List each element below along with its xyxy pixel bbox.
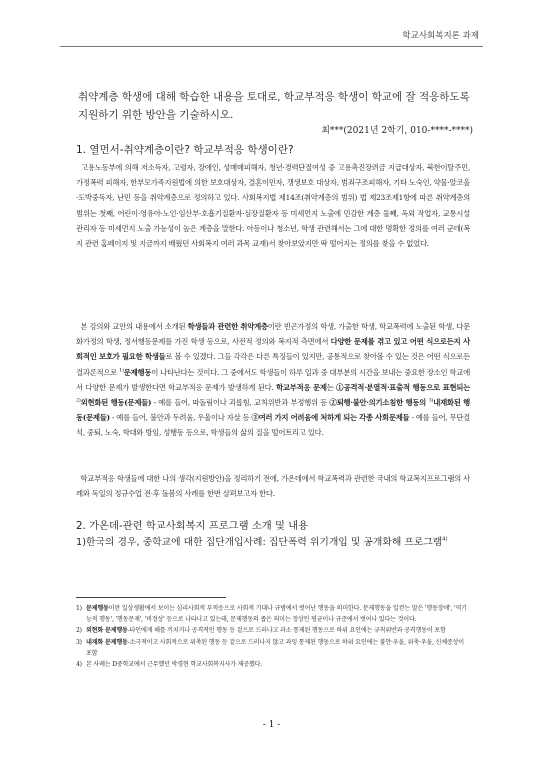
footnote-number: 1) [76,605,82,612]
p2-part: 는 [326,382,337,392]
p2-emphasis: ②퇴행·불안·의기소침한 행동의 [329,398,429,408]
footnote-item [76,637,471,659]
section-2-subtitle [76,534,471,551]
footnote-term: 외현화 문제행동 [86,627,128,635]
section-1-paragraph-1 [76,160,470,251]
section-1-paragraph-2 [76,319,470,441]
p2-emphasis: 외현화된 행동(문제들) [80,398,152,408]
footnote-term: 문제행동 [86,605,109,612]
page-number: - 1 - [262,720,281,730]
footnote-text: 이란 일상생활에서 보이는 심리사회적 부적응으로 사회적 기대나 규범에서 벗어난 행동을 의미한다. 문제행동을 일컫는 말은 '행동장애', '역기능적 행동', '행동문제', '비정상' 등으로 나타나고 있는데, 문제행동의 좁은 의미는 정상인 평균이나 규준에서 벗어나 있다는 것이다. [86,605,467,624]
p2-emphasis: ①공격적·분열적·표출적 행동으로 표현되는 [336,382,470,392]
paragraph-3-text: 학교부적응 학생들에 대한 나의 생각(지원방안)을 정리하기 전에, 가온데에서 학교폭력과 관련한 국내의 학교복지프로그램의 사례와 독일의 정규수업 전·후 돌봄의 사례를 한번 살펴보고자 한다. [76,474,470,499]
footnote-term: 내재화 문제행동 [86,638,128,646]
footnote-ref: 3) [428,397,434,404]
footnote-text: 본 사례는 D중학교에서 근무했던 박경현 학교사회복지사가 제공했다. [86,661,263,669]
footnote-item [76,625,471,636]
section-1-paragraph-3 [76,471,470,501]
p2-emphasis: 문제행동 [123,367,152,377]
assignment-prompt: 취약계층 학생에 대해 학습한 내용을 토대로, 학교부적응 학생이 학교에 잘 적응하도록 지원하기 위한 방안을 기술하시오. [78,91,470,121]
p2-part: 본 강의와 교안의 내용에서 소개된 [80,322,188,331]
p2-part: 로 볼 수 있겠다. 그들 각각은 다른 특징들이 있지만, 공통적으로 찾아볼 수 있는 것은 어떤 식으로든 결과론적으로 [76,352,470,377]
p2-emphasis: 내재화된 행동(문제들) [76,398,471,423]
footnote-number: 3) [76,638,82,646]
footnote-ref: 2) [76,397,81,404]
p2-emphasis: 학교부적응 문제 [276,382,327,392]
footnote-item [76,659,471,670]
p2-part: 이란 빈곤가정의 학생, 가출한 학생, 학교폭력에 노출된 학생, 다문화가정의 학생, 정서행동문제를 가진 학생 등으로, 사전적 정의와 복지적 측면에서 [76,322,470,347]
author-line: 최***(2021년 2학기, 010-****-****) [321,126,473,136]
page-header: 학교사회복지론 과제 [402,31,479,41]
footnote-number: 2) [76,627,82,635]
footnote-divider [76,597,226,598]
p2-emphasis: 학생들과 관련한 취약계층 [187,322,268,331]
p2-emphasis: 다양한 문제를 겪고 있고 어떤 식으로든지 사회적인 보호가 필요한 학생들 [76,337,470,362]
footnote-ref: 4) [442,536,448,543]
footnote-ref: 1) [119,367,124,374]
footnotes [76,603,471,670]
section-2-title: 2. 가온데-관련 학교사회복지 프로그램 소개 및 내용 [76,520,309,532]
p2-part: - 예를 들어, 무단결석, 중퇴, 노숙, 학대와 방임, 성행동 등으로, 학생들의 삶의 질을 떨어트리고 있다. [76,413,471,438]
p2-emphasis: ③여러 가지 어려움에 처하게 되는 각종 사회문제들 [251,413,410,423]
footnote-number: 4) [76,661,82,669]
footnote-text: -타인에게 해를 끼치거나 공격적인 행동 등 겉으로 드러나고 과소 통제된 행동으로 하위 요인에는 규칙위반과 공격행동이 포함 [127,627,446,635]
footnote-item [76,603,471,625]
footnote-text: -소극적이고 사회적으로 위축된 행동 등 겉으로 드러나지 않고 과잉 통제된 행동으로 하위 요인에는 불안·우울, 위축·우울, 신체증상이 포함 [86,638,464,657]
p2-part: - 예를 들어, 불안과 두려움, 우울이나 자살 등 [109,413,252,423]
paragraph-1-text: 고용노동부에 의해 저소득자, 고령자, 장애인, 성매매피해자, 청년·경력단절여성 중 고용촉진장려금 지급대상자, 북한이탈주민, 가정폭력 피해자, 한부모가족지원법에 의한 보호대상자, 결혼이민자, 갱생보호 대상자, 범죄구조피해자, 기타 노숙인, 약물·알코올·도박중독자, 난민 등을 취약계층으로 정의하고 있다. 사회복지법 제14조(취약계층의 범위) 법 제23조제1항에 따른 취약계층의 범위는 첫째, 어린이·영유아·노인·임산부·호흡기질환자·심장질환자 등 미세먼지 노출에 민감한 계층 둘째, 옥외 작업자, 교통시설 관리자 등 미세먼지 노출 가능성이 높은 계층을 말한다. 아동이나 청소년, 학생 관련해서는 그에 대한 명확한 정의를 여러 군데(복지 관련 홈페이지 및 지금까지 배웠던 사회복지 여러 과목 교재)서 찾아보았지만 딱 떨어지는 정의를 찾을 수 없었다. [76,163,470,249]
header-divider [60,46,483,47]
section-1-title: 1. 열먼서-취약계층이란? 학교부적응 학생이란? [76,144,294,156]
subtitle-text: 1)한국의 경우, 중학교에 대한 집단개입사례: 집단폭력 위기개입 및 공개화해 프로그램 [76,537,443,548]
p2-part: 이 나타난다는 것이다. 그 중에서도 학생들이 하루 일과 중 대부분의 시간을 보내는 중요한 장소인 학교에서 다양한 문제가 발생한다면 학교부적응 문제가 발생하게 된다. [76,367,470,392]
p2-part: - 예를 들어, 따돌림이나 괴롭힘, 교칙위반과 부정행위 등 [151,398,330,408]
